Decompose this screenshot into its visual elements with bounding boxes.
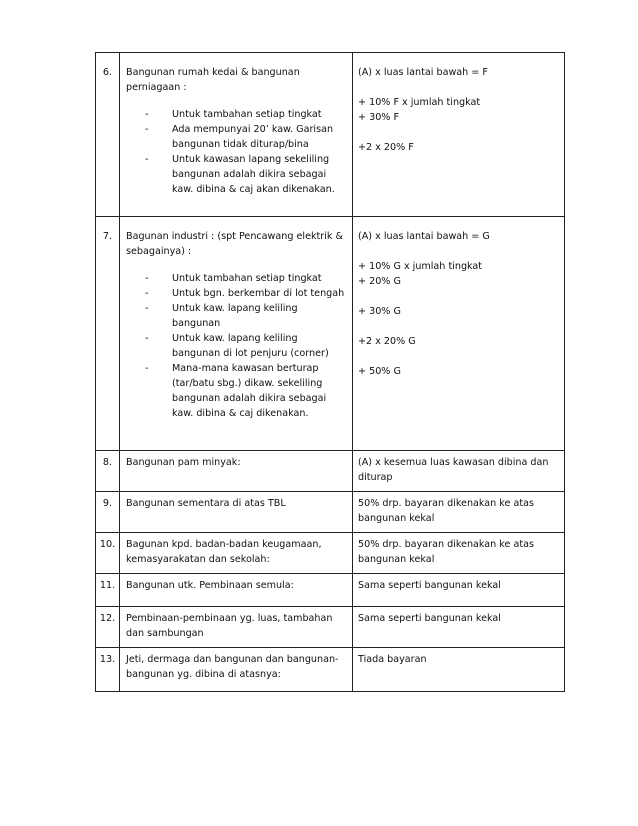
table-row — [96, 451, 565, 492]
sub-item-text: Untuk kaw. lapang keliling bangunan di lot penjuru (corner) — [172, 333, 329, 359]
row-description-cell — [120, 53, 353, 217]
sub-item: - Untuk tambahan setiap tingkat — [145, 109, 322, 120]
sub-item: - Untuk kawasan lapang sekeliling bangunan adalah dikira sebagai kaw. dibina & caj akan dikenakan. — [145, 154, 335, 195]
row-number: 9. — [96, 492, 120, 533]
table-row — [96, 533, 565, 574]
sub-item-list — [126, 107, 348, 197]
row-number: 10. — [96, 533, 120, 574]
sub-item: - Untuk kaw. lapang keliling bangunan — [145, 303, 298, 329]
table-row — [96, 574, 565, 607]
row-calculation: Sama seperti bangunan kekal — [353, 607, 565, 648]
row-calculation: 50% drp. bayaran dikenakan ke atas bangunan kekal — [353, 533, 565, 574]
sub-item: - Untuk tambahan setiap tingkat — [145, 273, 322, 284]
sub-calculation: +2 x 20% G — [358, 336, 416, 347]
sub-calculation: + 30% F — [358, 112, 399, 123]
row-description-cell — [120, 217, 353, 451]
sub-calculation: + 10% F x jumlah tingkat — [358, 97, 481, 108]
row-description: Bangunan rumah kedai & bangunan perniagaan : — [126, 67, 300, 93]
row-calculation: (A) x luas lantai bawah = F — [358, 67, 488, 78]
sub-item-text: Ada mempunyai 20’ kaw. Garisan bangunan tidak diturap/bina — [172, 124, 334, 150]
row-number: 7. — [96, 217, 120, 451]
table-row — [96, 607, 565, 648]
row-description: Pembinaan-pembinaan yg. luas, tambahan dan sambungan — [120, 607, 353, 648]
sub-item-text: Untuk tambahan setiap tingkat — [172, 273, 322, 284]
row-description: Bangunan pam minyak: — [120, 451, 353, 492]
row-number: 11. — [96, 574, 120, 607]
row-calculation: 50% drp. bayaran dikenakan ke atas bangunan kekal — [353, 492, 565, 533]
row-number: 13. — [96, 648, 120, 692]
sub-calculation: +2 x 20% F — [358, 142, 414, 153]
row-description: Bagunan industri : (spt Pencawang elektrik & sebagainya) : — [126, 231, 343, 257]
sub-item-text: Untuk kawasan lapang sekeliling bangunan adalah dikira sebagai kaw. dibina & caj akan dikenakan. — [172, 154, 335, 195]
row-number: 12. — [96, 607, 120, 648]
row-description: Jeti, dermaga dan bangunan dan bangunan-bangunan yg. dibina di atasnya: — [120, 648, 353, 692]
sub-item-text: Untuk kaw. lapang keliling bangunan — [172, 303, 298, 329]
sub-item-text: Mana-mana kawasan berturap (tar/batu sbg.) dikaw. sekeliling bangunan adalah dikira sebagai kaw. dibina & caj dikenakan. — [172, 363, 327, 419]
sub-calculation: + 10% G x jumlah tingkat — [358, 261, 483, 272]
table-row — [96, 648, 565, 692]
row-description: Bagunan kpd. badan-badan keugamaan, kemasyarakatan dan sekolah: — [120, 533, 353, 574]
table-row — [96, 53, 565, 217]
sub-calculation: + 50% G — [358, 366, 401, 377]
table-row — [96, 217, 565, 451]
row-description: Bangunan sementara di atas TBL — [120, 492, 353, 533]
sub-item: - Untuk bgn. berkembar di lot tengah — [145, 288, 345, 299]
sub-item-text: Untuk tambahan setiap tingkat — [172, 109, 322, 120]
sub-item: - Ada mempunyai 20’ kaw. Garisan bangunan tidak diturap/bina — [145, 124, 334, 150]
row-calculation: Tiada bayaran — [353, 648, 565, 692]
sub-item-text: Untuk bgn. berkembar di lot tengah — [172, 288, 345, 299]
row-number: 8. — [96, 451, 120, 492]
sub-item: - Untuk kaw. lapang keliling bangunan di lot penjuru (corner) — [145, 333, 329, 359]
row-calculation-cell — [353, 217, 565, 451]
row-number: 6. — [96, 53, 120, 217]
building-fee-table — [95, 52, 565, 692]
sub-item-list — [126, 271, 348, 421]
row-calculation: (A) x kesemua luas kawasan dibina dan diturap — [353, 451, 565, 492]
row-calculation: (A) x luas lantai bawah = G — [358, 231, 490, 242]
row-description: Bangunan utk. Pembinaan semula: — [120, 574, 353, 607]
table-row — [96, 492, 565, 533]
sub-item: - Mana-mana kawasan berturap (tar/batu sbg.) dikaw. sekeliling bangunan adalah dikira sebagai kaw. dibina & caj dikenakan. — [145, 363, 327, 419]
sub-calculation: + 20% G — [358, 276, 401, 287]
row-calculation-cell — [353, 53, 565, 217]
row-calculation: Sama seperti bangunan kekal — [353, 574, 565, 607]
sub-calculation: + 30% G — [358, 306, 401, 317]
